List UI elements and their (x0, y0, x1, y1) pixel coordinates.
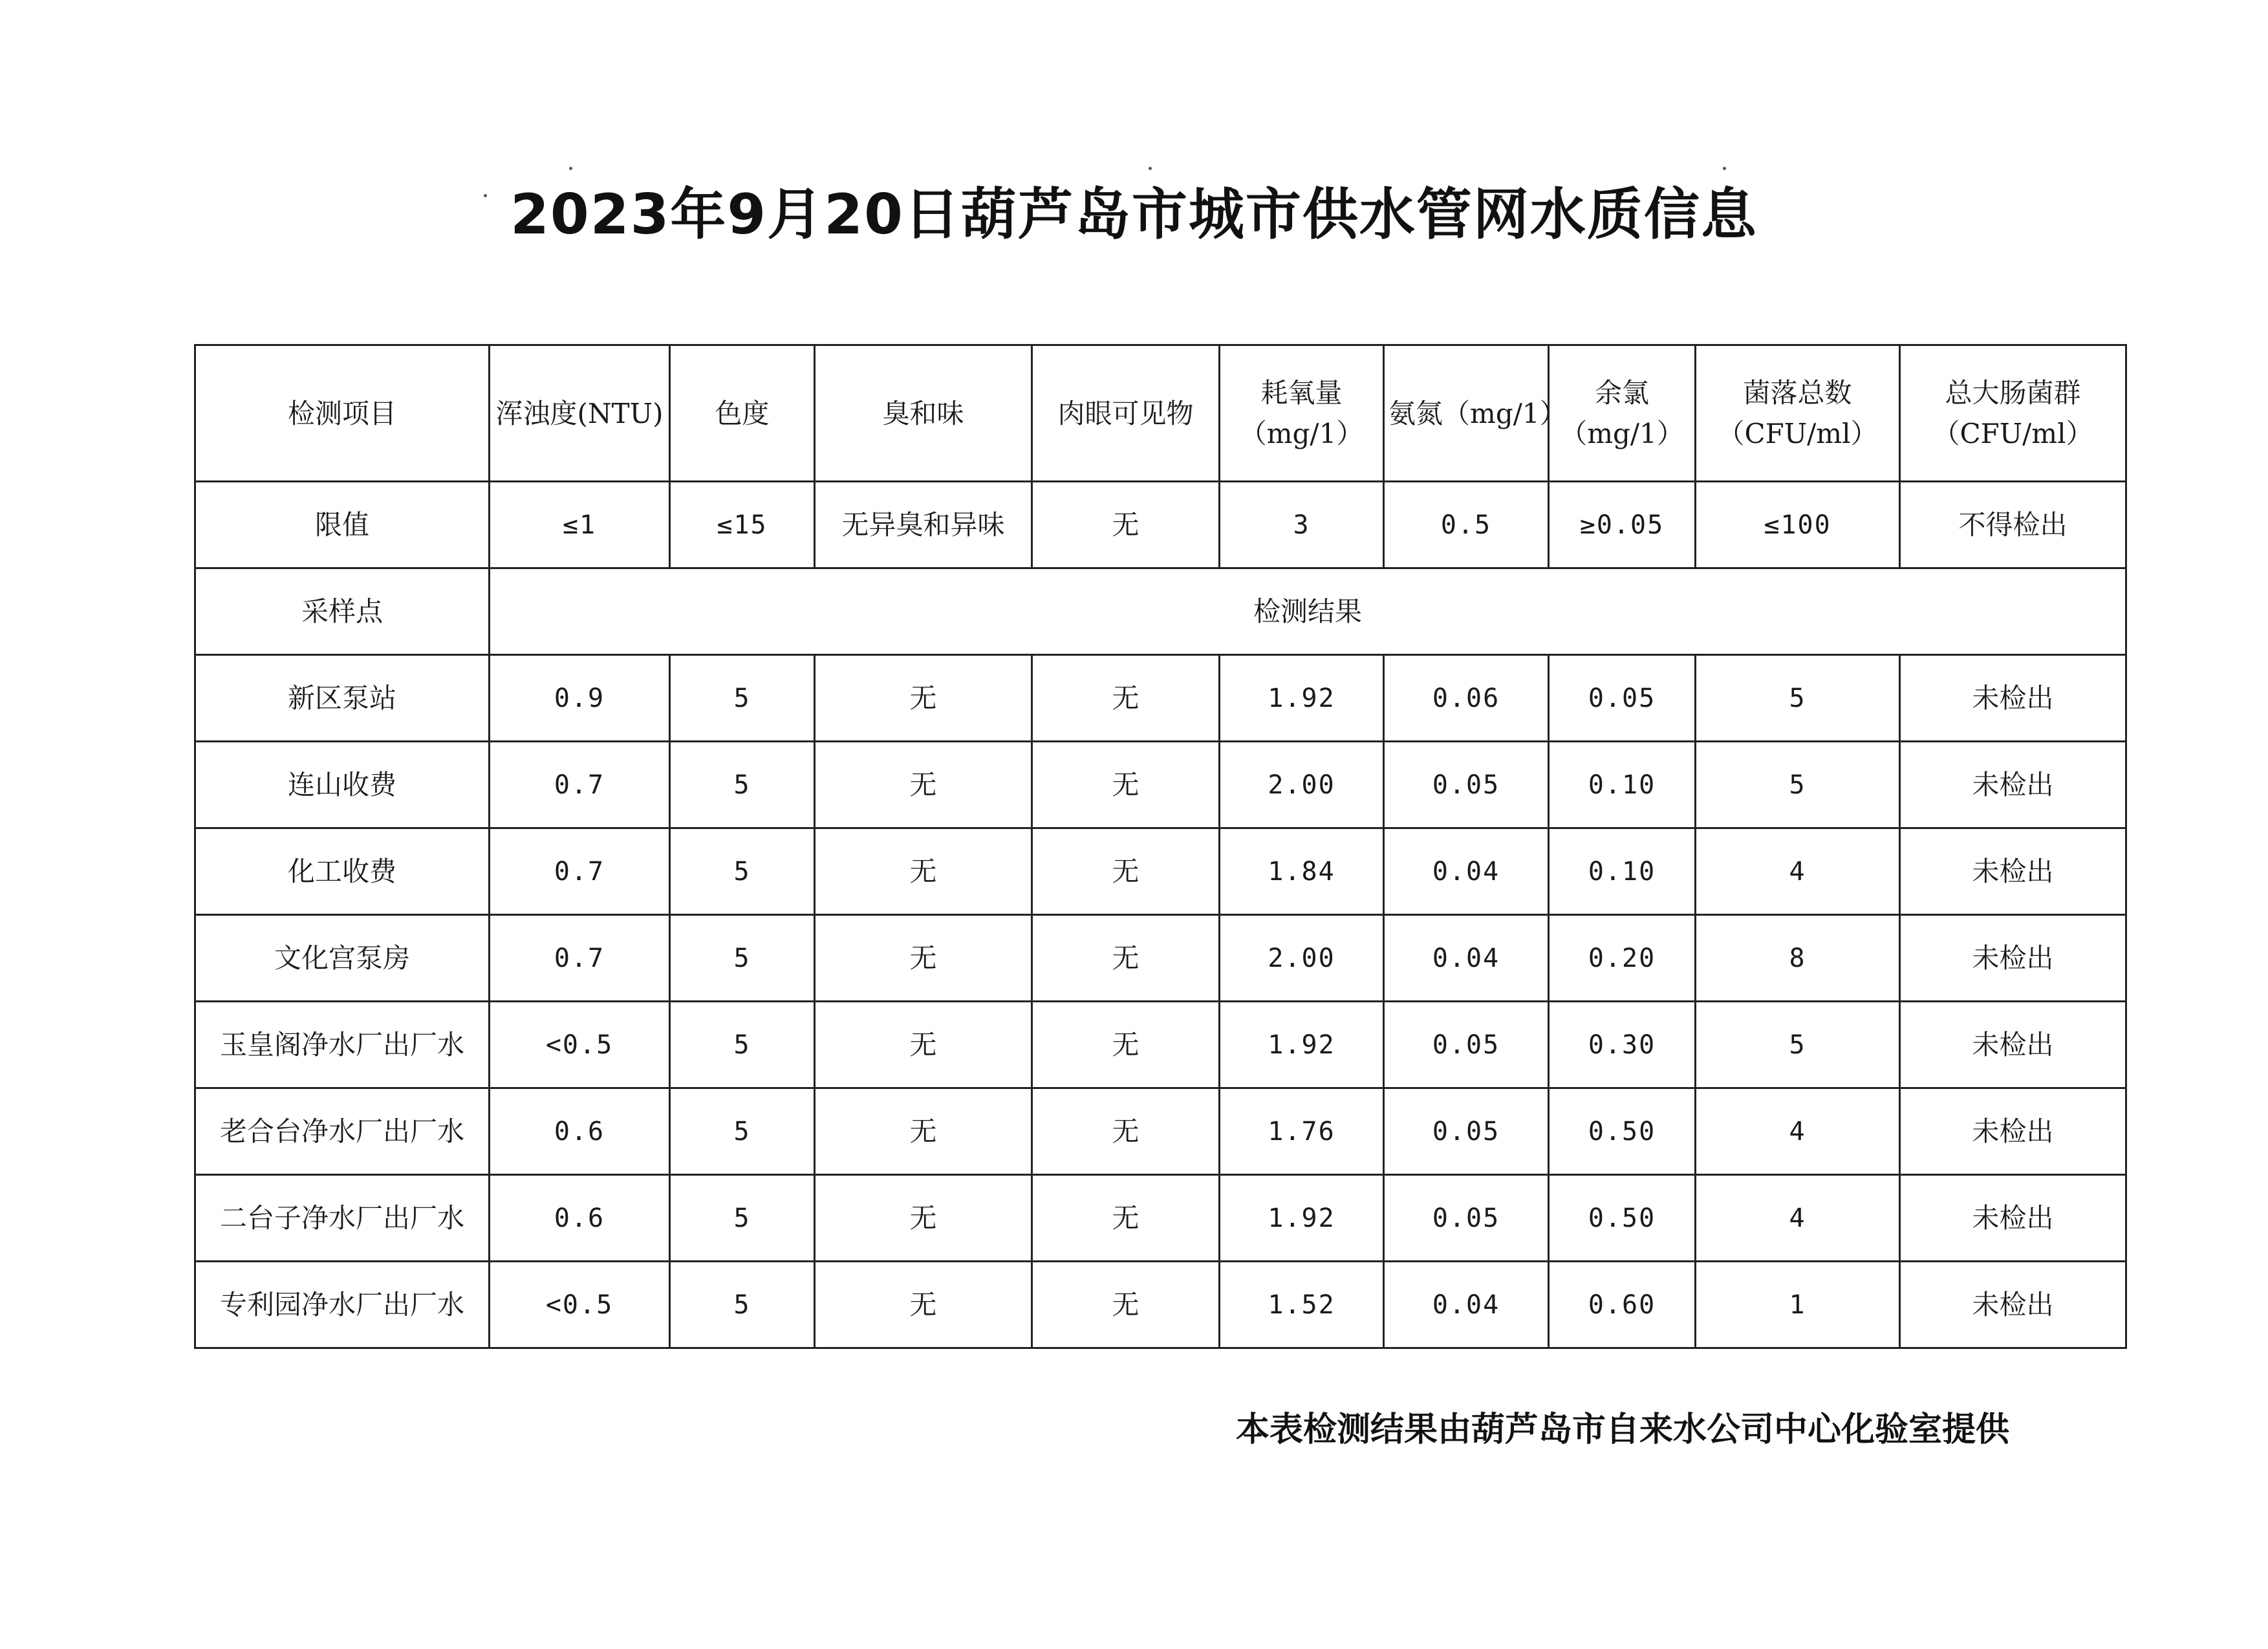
column-header-line1: 余氯 (1594, 377, 1649, 409)
water-quality-table (194, 344, 2127, 1349)
table-row (195, 1088, 2126, 1175)
result-cell: 无 (815, 742, 1032, 828)
result-cell: 1.84 (1220, 828, 1384, 915)
table-row (195, 655, 2126, 742)
result-cell: 无 (815, 1088, 1032, 1175)
result-cell: 1 (1696, 1262, 1900, 1348)
sampling-site-cell: 新区泵站 (195, 655, 490, 742)
result-cell: 0.10 (1549, 742, 1696, 828)
column-header-1 (490, 345, 670, 482)
result-cell: 0.06 (1384, 655, 1549, 742)
column-header-line1: 氨氮（mg/1） (1388, 397, 1567, 429)
result-cell: 5 (670, 655, 815, 742)
result-cell: 1.52 (1220, 1262, 1384, 1348)
table-row (195, 742, 2126, 828)
result-cell: 0.50 (1549, 1175, 1696, 1262)
result-cell: 5 (1696, 742, 1900, 828)
result-cell: 0.7 (490, 742, 670, 828)
result-cell: 无 (1032, 1175, 1220, 1262)
column-header-line1: 耗氧量 (1260, 377, 1343, 409)
result-cell: 0.04 (1384, 1262, 1549, 1348)
column-header-9 (1900, 345, 2126, 482)
result-cell: 未检出 (1900, 742, 2126, 828)
table-row (195, 828, 2126, 915)
column-header-line2: （CFU/ml） (1932, 418, 2093, 449)
column-header-7 (1549, 345, 1696, 482)
result-cell: 5 (670, 1088, 815, 1175)
result-cell: 无 (1032, 1088, 1220, 1175)
result-cell: 5 (670, 828, 815, 915)
result-cell: 无 (1032, 742, 1220, 828)
limit-cell-8: ≤100 (1696, 482, 1900, 568)
result-cell: 未检出 (1900, 655, 2126, 742)
result-cell: 0.05 (1384, 1175, 1549, 1262)
sample-label-cell: 采样点 (195, 568, 490, 655)
result-cell: 4 (1696, 1088, 1900, 1175)
result-cell: 5 (670, 915, 815, 1002)
result-cell: 无 (815, 655, 1032, 742)
result-label-cell: 检测结果 (490, 568, 2126, 655)
header-row (195, 345, 2126, 482)
limit-cell-5: 3 (1220, 482, 1384, 568)
result-cell: 未检出 (1900, 1002, 2126, 1088)
result-cell: 1.76 (1220, 1088, 1384, 1175)
column-header-line1: 浑浊度(NTU) (495, 397, 664, 429)
result-cell: 5 (670, 1262, 815, 1348)
column-header-5 (1220, 345, 1384, 482)
column-header-line1: 色度 (715, 397, 770, 429)
result-cell: 4 (1696, 828, 1900, 915)
result-cell: 1.92 (1220, 1002, 1384, 1088)
table-row (195, 1262, 2126, 1348)
footer-note: 本表检测结果由葫芦岛市自来水公司中心化验室提供 (1235, 1410, 2009, 1449)
result-cell: 0.6 (490, 1088, 670, 1175)
result-cell: 0.7 (490, 915, 670, 1002)
column-header-2 (670, 345, 815, 482)
column-header-line1: 肉眼可见物 (1057, 397, 1194, 429)
result-cell: 0.6 (490, 1175, 670, 1262)
page-title: 2023年9月20日葫芦岛市城市供水管网水质信息 (510, 182, 1758, 247)
table-body (195, 345, 2126, 1348)
result-cell: 2.00 (1220, 915, 1384, 1002)
result-cell: 1.92 (1220, 1175, 1384, 1262)
sampling-site-cell: 文化宫泵房 (195, 915, 490, 1002)
result-cell: 无 (1032, 655, 1220, 742)
column-header-line2: （CFU/ml） (1717, 418, 1878, 449)
sampling-site-cell: 连山收费 (195, 742, 490, 828)
sample-label-row (195, 568, 2126, 655)
result-cell: 5 (1696, 655, 1900, 742)
result-cell: 2.00 (1220, 742, 1384, 828)
result-cell: 0.04 (1384, 915, 1549, 1002)
limit-cell-9: 不得检出 (1900, 482, 2126, 568)
result-cell: 无 (1032, 1002, 1220, 1088)
result-cell: <0.5 (490, 1002, 670, 1088)
result-cell: 8 (1696, 915, 1900, 1002)
result-cell: 0.60 (1549, 1262, 1696, 1348)
column-header-6 (1384, 345, 1567, 482)
table-row (195, 915, 2126, 1002)
column-header-line2: （mg/1） (1239, 418, 1364, 449)
result-cell: 1.92 (1220, 655, 1384, 742)
result-cell: 5 (670, 1002, 815, 1088)
sampling-site-cell: 专利园净水厂出厂水 (195, 1262, 490, 1348)
column-header-line2: （mg/1） (1560, 418, 1684, 449)
limit-cell-6: 0.5 (1384, 482, 1549, 568)
result-cell: 0.9 (490, 655, 670, 742)
result-cell: 无 (1032, 828, 1220, 915)
limit-cell-4: 无 (1032, 482, 1220, 568)
limit-row (195, 482, 2126, 568)
result-cell: 未检出 (1900, 828, 2126, 915)
result-cell: 0.30 (1549, 1002, 1696, 1088)
table-row (195, 1002, 2126, 1088)
result-cell: 无 (815, 828, 1032, 915)
result-cell: 4 (1696, 1175, 1900, 1262)
result-cell: 0.05 (1384, 742, 1549, 828)
limit-cell-1: ≤1 (490, 482, 670, 568)
result-cell: 0.05 (1384, 1088, 1549, 1175)
item-header-cell: 检测项目 (195, 345, 490, 482)
result-cell: 0.05 (1549, 655, 1696, 742)
column-header-line1: 菌落总数 (1743, 377, 1852, 409)
sampling-site-cell: 玉皇阁净水厂出厂水 (195, 1002, 490, 1088)
result-cell: 5 (670, 742, 815, 828)
result-cell: 无 (815, 915, 1032, 1002)
result-cell: 未检出 (1900, 915, 2126, 1002)
result-cell: 0.05 (1384, 1002, 1549, 1088)
column-header-8 (1696, 345, 1900, 482)
result-cell: 无 (1032, 1262, 1220, 1348)
result-cell: 未检出 (1900, 1262, 2126, 1348)
limit-cell-3: 无异臭和异味 (815, 482, 1032, 568)
table-row (195, 1175, 2126, 1262)
limit-cell-7: ≥0.05 (1549, 482, 1696, 568)
result-cell: 未检出 (1900, 1088, 2126, 1175)
result-cell: 无 (815, 1262, 1032, 1348)
result-cell: 无 (1032, 915, 1220, 1002)
limit-cell-2: ≤15 (670, 482, 815, 568)
result-cell: 0.7 (490, 828, 670, 915)
result-cell: 未检出 (1900, 1175, 2126, 1262)
result-cell: 5 (670, 1175, 815, 1262)
result-cell: 5 (1696, 1002, 1900, 1088)
result-cell: 0.50 (1549, 1088, 1696, 1175)
sampling-site-cell: 二台子净水厂出厂水 (195, 1175, 490, 1262)
column-header-3 (815, 345, 1032, 482)
sampling-site-cell: 老合台净水厂出厂水 (195, 1088, 490, 1175)
result-cell: 0.10 (1549, 828, 1696, 915)
column-header-line1: 总大肠菌群 (1945, 377, 2081, 409)
result-cell: 无 (815, 1175, 1032, 1262)
result-cell: 无 (815, 1002, 1032, 1088)
limit-label-cell: 限值 (195, 482, 490, 568)
result-cell: 0.04 (1384, 828, 1549, 915)
sampling-site-cell: 化工收费 (195, 828, 490, 915)
result-cell: <0.5 (490, 1262, 670, 1348)
column-header-line1: 臭和味 (882, 397, 964, 429)
result-cell: 0.20 (1549, 915, 1696, 1002)
column-header-4 (1032, 345, 1220, 482)
